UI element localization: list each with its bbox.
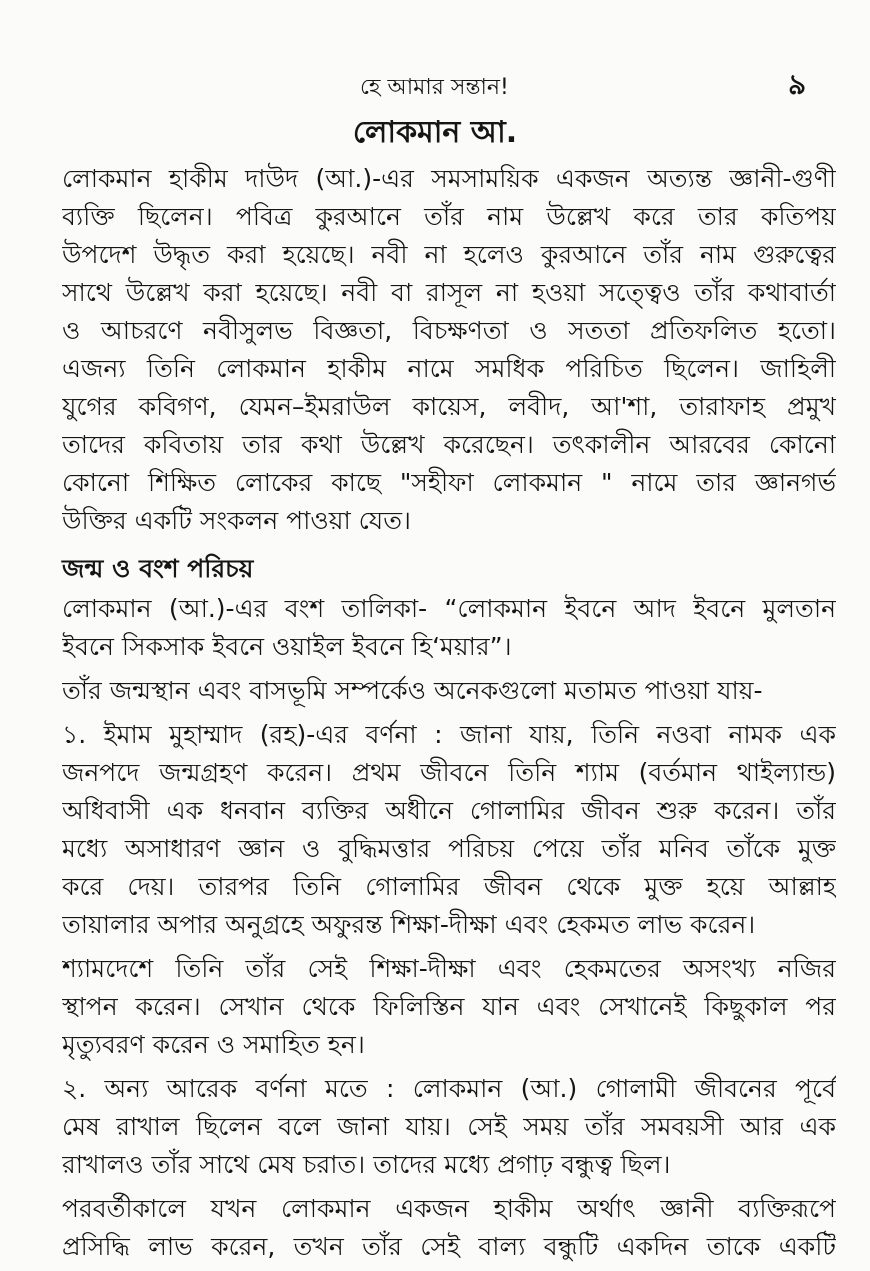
text-line: উপদেশ উদ্ধৃত করা হয়েছে। নবী না হলেও কুরআনে তাঁর নাম গুরুত্বের: [62, 240, 836, 269]
text-line: তাদের কবিতায় তার কথা উল্লেখ করেছেন। তৎকালীন আরবের কোনো: [62, 430, 836, 459]
text-line: ও আচরণে নবীসুলভ বিজ্ঞতা, বিচক্ষণতা ও সততা প্রতিফলিত হতো।: [62, 316, 836, 345]
text-line: মধ্যে অসাধারণ জ্ঞান ও বুদ্ধিমত্তার পরিচয় পেয়ে তাঁর মনিব তাঁকে মুক্ত: [62, 834, 836, 863]
text-line: করে দেয়। তারপর তিনি গোলামির জীবন থেকে মুক্ত হয়ে আল্লাহ: [62, 872, 836, 901]
text-line: স্থাপন করেন। সেখান থেকে ফিলিস্তিন যান এবং সেখানেই কিছুকাল পর: [62, 992, 836, 1021]
text-line: জনপদে জন্মগ্রহণ করেন। প্রথম জীবনে তিনি শ্যাম (বর্তমান থাইল্যান্ড): [62, 758, 836, 787]
later-paragraph: [62, 1190, 836, 1266]
birthplace-paragraph: [62, 672, 836, 710]
text-line: ইবনে সিকসাক ইবনে ওয়াইল ইবনে হি‘ময়ার”।: [62, 632, 512, 661]
text-line: উক্তির একটি সংকলন পাওয়া যেত।: [62, 506, 411, 535]
opinion-one-paragraph: [62, 716, 836, 944]
text-line: অধিবাসী এক ধনবান ব্যক্তির অধীনে গোলামির জীবন শুরু করেন। তাঁর: [62, 796, 836, 825]
page-number: ৯: [788, 68, 807, 101]
text-line: যুগের কবিগণ, যেমন–ইমরাউল কায়েস, লবীদ, আ'শা, তারাফাহ প্রমুখ: [62, 392, 836, 421]
text-line: তাঁর জন্মস্থান এবং বাসভূমি সম্পর্কেও অনেকগুলো মতামত পাওয়া যায়-: [62, 676, 763, 705]
chapter-title: লোকমান আ.: [352, 115, 518, 150]
text-line: মেষ রাখাল ছিলেন বলে জানা যায়। সেই সময় তাঁর সমবয়সী আর এক: [62, 1112, 836, 1141]
text-line: ২. অন্য আরেক বর্ণনা মতে : লোকমান (আ.) গোলামী জীবনের পূর্বে: [62, 1074, 836, 1103]
section-heading-lineage: জন্ম ও বংশ পরিচয়: [62, 554, 254, 583]
syam-paragraph: [62, 950, 836, 1064]
opinion-two-paragraph: [62, 1070, 836, 1184]
text-line: মৃত্যুবরণ করেন ও সমাহিত হন।: [62, 1030, 365, 1059]
lineage-paragraph: [62, 590, 836, 666]
intro-paragraph: [62, 160, 836, 540]
text-line: ব্যক্তি ছিলেন। পবিত্র কুরআনে তাঁর নাম উল্লেখ করে তার কতিপয়: [62, 202, 836, 231]
text-line: ১. ইমাম মুহাম্মাদ (রহ)-এর বর্ণনা : জানা যায়, তিনি নওবা নামক এক: [62, 720, 836, 749]
running-title: হে আমার সন্তান!: [360, 75, 509, 100]
text-line: তায়ালার অপার অনুগ্রহে অফুরন্ত শিক্ষা-দীক্ষা এবং হেকমত লাভ করেন।: [62, 910, 756, 939]
text-line: রাখালও তাঁর সাথে মেষ চরাত। তাদের মধ্যে প্রগাঢ় বন্ধুত্ব ছিল।: [62, 1150, 671, 1179]
text-line: লোকমান হাকীম দাউদ (আ.)-এর সমসাময়িক একজন অত্যন্ত জ্ঞানী-গুণী: [62, 164, 836, 193]
text-line: এজন্য তিনি লোকমান হাকীম নামে সমধিক পরিচিত ছিলেন। জাহিলী: [62, 354, 836, 383]
text-line: শ্যামদেশে তিনি তাঁর সেই শিক্ষা-দীক্ষা এবং হেকমতের অসংখ্য নজির: [62, 954, 836, 983]
text-line: লোকমান (আ.)-এর বংশ তালিকা- “লোকমান ইবনে আদ ইবনে মুলতান: [62, 594, 836, 623]
text-line: কোনো শিক্ষিত লোকের কাছে "সহীফা লোকমান " নামে তার জ্ঞানগর্ভ: [62, 468, 836, 497]
body-text: [62, 160, 836, 1266]
text-line: সাথে উল্লেখ করা হয়েছে। নবী বা রাসূল না হওয়া সত্ত্বেও তাঁর কথাবার্তা: [62, 278, 836, 307]
text-line: প্রসিদ্ধি লাভ করেন, তখন তাঁর সেই বাল্য বন্ধুটি একদিন তাকে একটি: [62, 1232, 836, 1261]
running-header: [0, 68, 870, 108]
text-line: পরবর্তীকালে যখন লোকমান একজন হাকীম অর্থাৎ জ্ঞানী ব্যক্তিরূপে: [62, 1194, 836, 1223]
